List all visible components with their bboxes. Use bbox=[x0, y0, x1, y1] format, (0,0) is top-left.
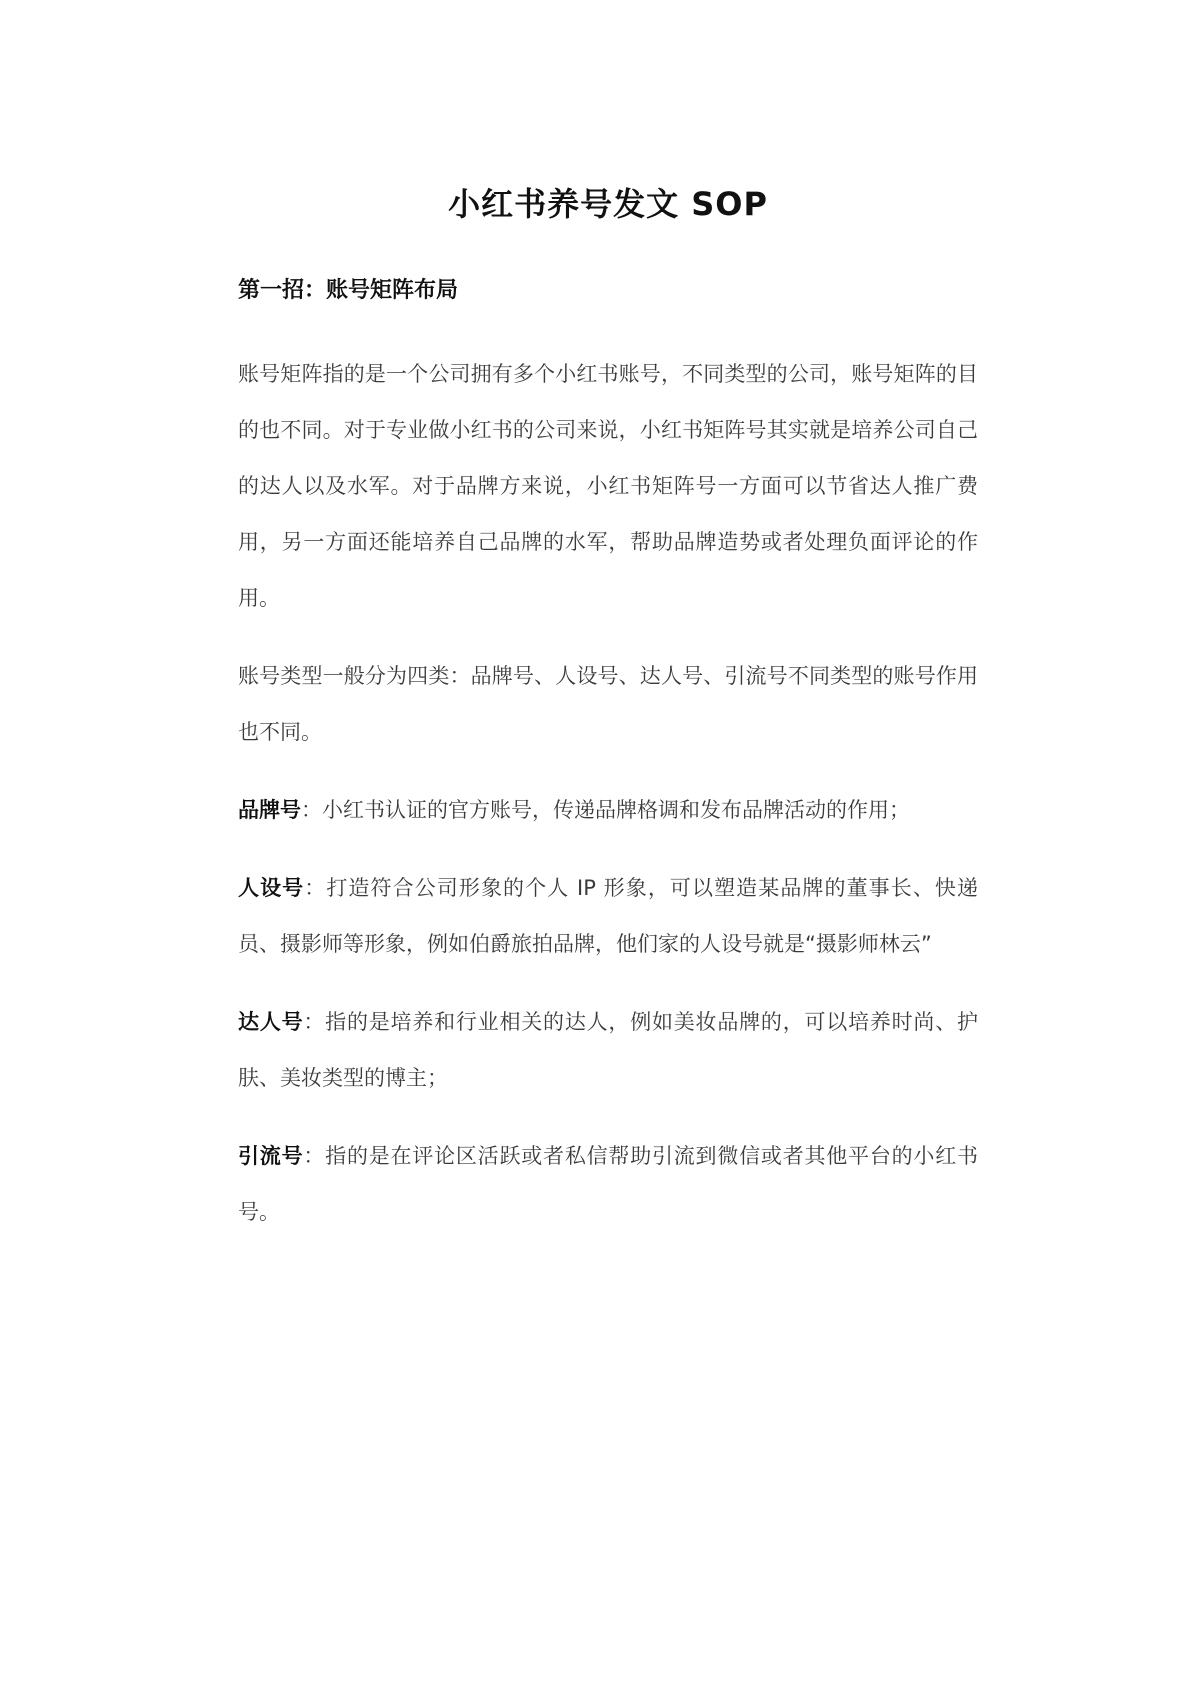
account-type-description: ：指的是培养和行业相关的达人，例如美妆品牌的，可以培养时尚、护肤、美妆类型的博主； bbox=[238, 1010, 979, 1090]
document-title: 小红书养号发文 SOP bbox=[448, 185, 768, 223]
section-heading: 第一招：账号矩阵布局 bbox=[238, 278, 459, 303]
account-type-description: ：指的是在评论区活跃或者私信帮助引流到微信或者其他平台的小红书号。 bbox=[238, 1144, 979, 1224]
account-type-term: 引流号 bbox=[238, 1144, 304, 1168]
account-type-term: 达人号 bbox=[238, 1010, 304, 1034]
account-type-persona bbox=[238, 860, 978, 972]
account-type-influencer bbox=[238, 994, 978, 1106]
intro-paragraph: 账号矩阵指的是一个公司拥有多个小红书账号，不同类型的公司，账号矩阵的目的也不同。对于专业做小红书的公司来说，小红书矩阵号其实就是培养公司自己的达人以及水军。对于品牌方来说，小红书矩阵号一方面可以节省达人推广费用，另一方面还能培养自己品牌的水军，帮助品牌造势或者处理负面评论的作用。 bbox=[238, 362, 978, 610]
account-type-description: ：打造符合公司形象的个人 IP 形象，可以塑造某品牌的董事长、快递员、摄影师等形象，例如伯爵旅拍品牌，他们家的人设号就是“摄影师林云” bbox=[238, 876, 978, 956]
account-type-term: 人设号 bbox=[238, 876, 305, 900]
document-content bbox=[238, 180, 978, 1240]
account-type-traffic bbox=[238, 1128, 978, 1240]
account-type-description: ：小红书认证的官方账号，传递品牌格调和发布品牌活动的作用； bbox=[301, 798, 910, 822]
account-type-brand bbox=[238, 782, 978, 838]
account-types-paragraph: 账号类型一般分为四类：品牌号、人设号、达人号、引流号不同类型的账号作用也不同。 bbox=[238, 664, 978, 744]
account-type-term: 品牌号 bbox=[238, 798, 301, 822]
